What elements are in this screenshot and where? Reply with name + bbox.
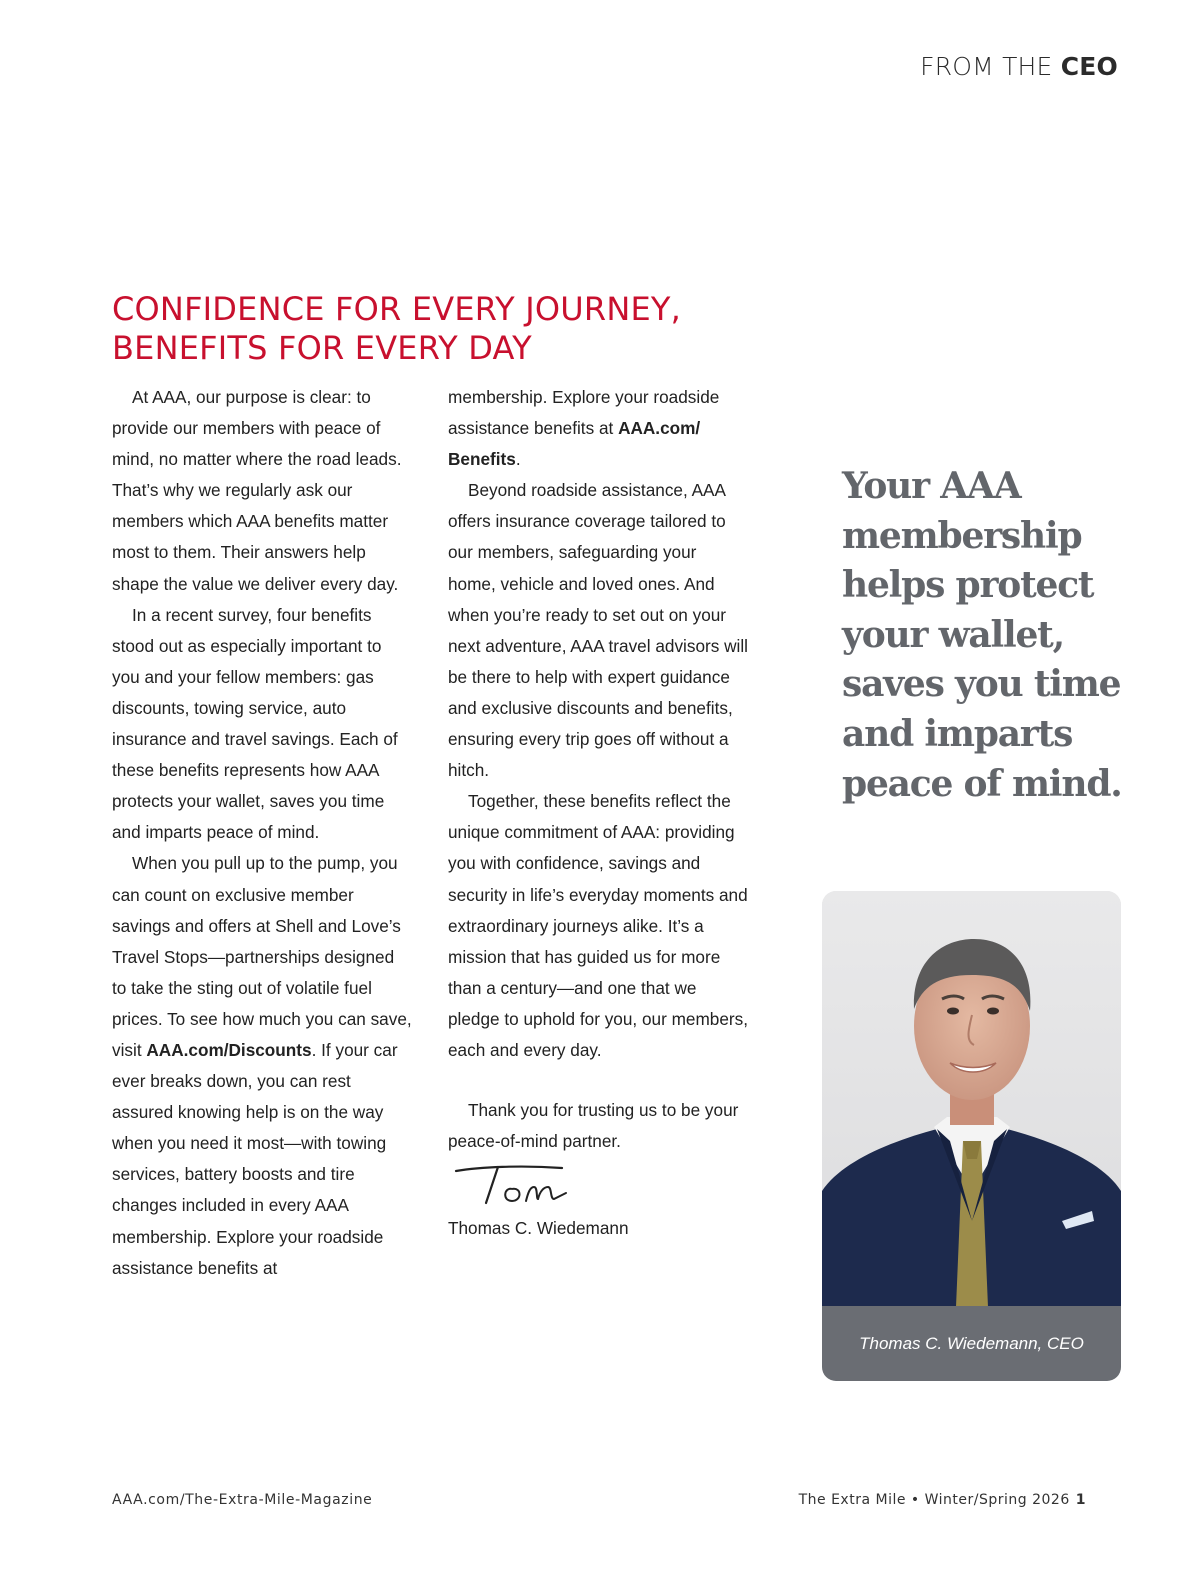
- pull-quote: Your AAA membership helps protect your wallet, saves you time and imparts peace of mind.: [842, 465, 1122, 805]
- paragraph-6: Thank you for trusting us to be your peace-of-mind partner.: [448, 1100, 739, 1152]
- paragraph-1: At AAA, our purpose is clear: to provide our members with peace of mind, no matter where the road leads. That’s why we regularly ask our members which AAA benefits matter most to them. Their answers help shape the value we deliver every day.: [112, 387, 402, 594]
- signature: [450, 1159, 580, 1207]
- ceo-portrait: [822, 891, 1121, 1307]
- paragraph-3: [112, 848, 412, 1283]
- paragraph-3-end: .: [515, 449, 521, 470]
- paragraph-2: In a recent survey, four benefits stood out as especially important to you and your fellow members: gas discounts, towing service, auto insurance and travel savings. Each of these benefits represents how AAA protects your wallet, saves you time and imparts peace of mind.: [112, 604, 398, 843]
- paragraph-3-continued: [448, 382, 748, 475]
- footer-publication: [799, 1492, 1086, 1508]
- article-headline: CONFIDENCE FOR EVERY JOURNEY, BENEFITS FOR EVERY DAY: [112, 290, 682, 367]
- paragraph-3-text-b: . If your car ever breaks down, you can rest assured knowing help is on the way when you need it most—with towing services, battery boosts and tire changes included in every AAA membership. Explore your roadside assistance benefits at: [112, 1039, 398, 1278]
- paragraph-3-continued-text: membership. Explore your roadside assistance benefits at: [448, 387, 720, 439]
- footer-publication-text: The Extra Mile • Winter/Spring 2026: [798, 1492, 1070, 1508]
- signer-name: Thomas C. Wiedemann: [448, 1218, 629, 1239]
- page-number: 1: [1075, 1492, 1086, 1508]
- paragraph-3-text-a: When you pull up to the pump, you can count on exclusive member savings and offers at Shell and Love’s Travel Stops—partnerships designed to take the sting out of volatile fuel prices. To see how much you can save, visit: [112, 853, 412, 1060]
- photo-caption: Thomas C. Wiedemann, CEO: [822, 1306, 1121, 1381]
- section-label: [920, 52, 1118, 81]
- footer-url: AAA.com/The-Extra-Mile-Magazine: [112, 1492, 373, 1508]
- article-column-1: [112, 382, 412, 1284]
- ceo-photo-card: [822, 891, 1121, 1381]
- article-column-2: [448, 382, 748, 1244]
- section-label-bold: CEO: [1060, 52, 1118, 81]
- discounts-link[interactable]: AAA.com/Discounts: [146, 1039, 312, 1060]
- paragraph-4: Beyond roadside assistance, AAA offers insurance coverage tailored to our members, safeguarding your home, vehicle and loved ones. And when you’re ready to set out on your next adventure, AAA travel advisors will be there to help with expert guidance and exclusive discounts and benefits, ensuring every trip goes off without a hitch.: [448, 480, 748, 781]
- paragraph-gap: [448, 1066, 748, 1095]
- benefits-link[interactable]: AAA.com/ Benefits: [448, 418, 701, 470]
- section-label-prefix: FROM THE: [920, 52, 1053, 81]
- paragraph-5: Together, these benefits reflect the unique commitment of AAA: providing you with confidence, savings and security in life’s everyday moments and extraordinary journeys alike. It’s a mission that has guided us for more than a century—and one that we pledge to uphold for you, our members, each and every day.: [448, 791, 749, 1060]
